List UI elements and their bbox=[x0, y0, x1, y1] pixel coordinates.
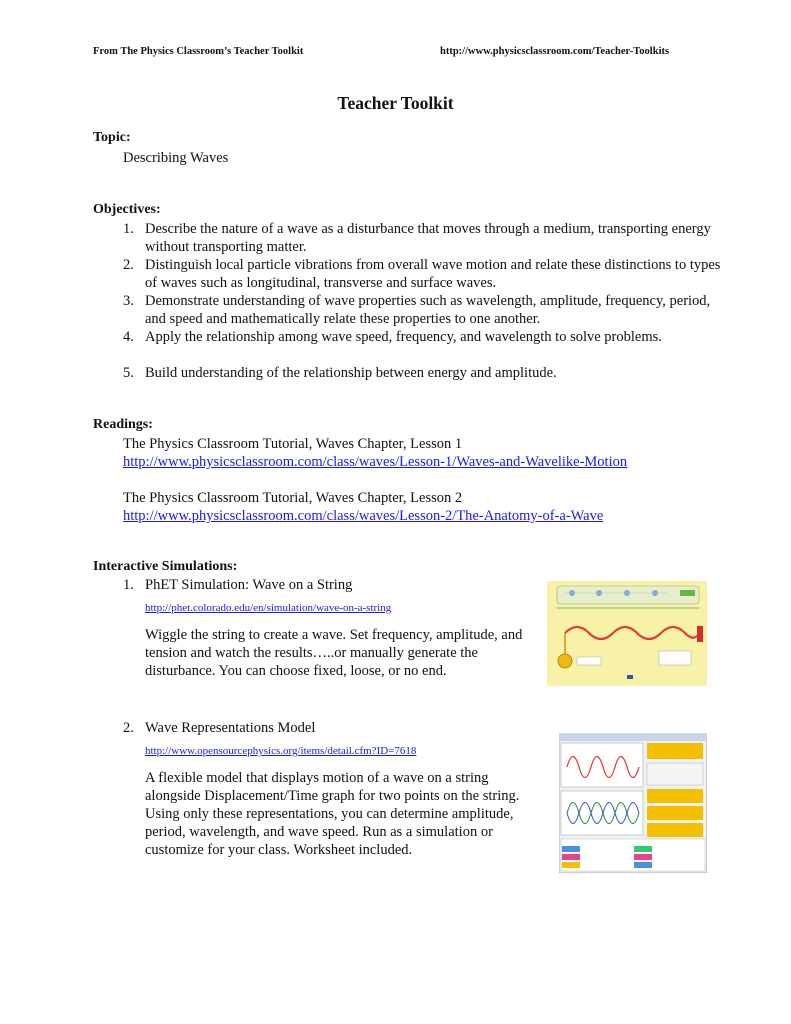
objective-number: 3. bbox=[123, 293, 134, 309]
page-title: Teacher Toolkit bbox=[337, 93, 454, 113]
objective-number: 4. bbox=[123, 329, 134, 345]
reading-title: The Physics Classroom Tutorial, Waves Chapter, Lesson 1 bbox=[123, 436, 463, 452]
simulations-heading: Interactive Simulations: bbox=[93, 559, 238, 574]
wave-representations-graphic bbox=[559, 733, 707, 873]
objective-number: 2. bbox=[123, 257, 134, 273]
objective-text: Build understanding of the relationship between energy and amplitude. bbox=[145, 365, 557, 381]
simulation-number: 1. bbox=[123, 577, 134, 593]
phet-screenshot-graphic bbox=[547, 581, 707, 686]
simulation-link[interactable]: http://phet.colorado.edu/en/simulation/wave-on-a-string bbox=[145, 602, 392, 614]
simulation-description: A flexible model that displays motion of a wave on a string alongside Displacement/Time graph for two points on the string. Using only these representations, you can determine amplitude, period, wavelength, and wave speed. Run as a simulation or customize for your class. Worksheet included. bbox=[145, 770, 520, 858]
simulation-title: PhET Simulation: Wave on a String bbox=[145, 577, 353, 593]
header-url: http://www.physicsclassroom.com/Teacher-Toolkits bbox=[440, 46, 670, 57]
topic-value: Describing Waves bbox=[123, 150, 229, 166]
objective-text: Describe the nature of a wave as a disturbance that moves through a medium, transporting energy without transporting matter. bbox=[145, 221, 711, 255]
wave-representations-screenshot[interactable] bbox=[559, 733, 707, 873]
objectives-heading: Objectives: bbox=[93, 202, 161, 217]
topic-heading: Topic: bbox=[93, 130, 131, 145]
readings-heading: Readings: bbox=[93, 417, 153, 432]
objective-text: Demonstrate understanding of wave properties such as wavelength, amplitude, frequency, period, and speed and mathematically relate these properties to one another. bbox=[145, 293, 711, 327]
reading-title: The Physics Classroom Tutorial, Waves Chapter, Lesson 2 bbox=[123, 490, 463, 506]
objective-text: Distinguish local particle vibrations from overall wave motion and relate these distinctions to types of waves such as longitudinal, transverse and surface waves. bbox=[145, 257, 721, 291]
objective-text: Apply the relationship among wave speed, frequency, and wavelength to solve problems. bbox=[145, 329, 662, 345]
simulation-title: Wave Representations Model bbox=[145, 720, 316, 736]
objective-number: 1. bbox=[123, 221, 134, 237]
simulation-description: Wiggle the string to create a wave. Set frequency, amplitude, and tension and watch the results…..or manually generate the disturbance. You can choose fixed, loose, or no end. bbox=[145, 627, 523, 679]
simulation-link[interactable]: http://www.opensourcephysics.org/items/detail.cfm?ID=7618 bbox=[145, 745, 417, 757]
phet-screenshot[interactable] bbox=[547, 581, 707, 686]
reading-link[interactable]: http://www.physicsclassroom.com/class/waves/Lesson-1/Waves-and-Wavelike-Motion bbox=[123, 454, 628, 470]
header-source: From The Physics Classroom’s Teacher Toolkit bbox=[93, 46, 304, 57]
simulation-number: 2. bbox=[123, 720, 134, 736]
reading-link[interactable]: http://www.physicsclassroom.com/class/waves/Lesson-2/The-Anatomy-of-a-Wave bbox=[123, 508, 604, 524]
objective-number: 5. bbox=[123, 365, 134, 381]
